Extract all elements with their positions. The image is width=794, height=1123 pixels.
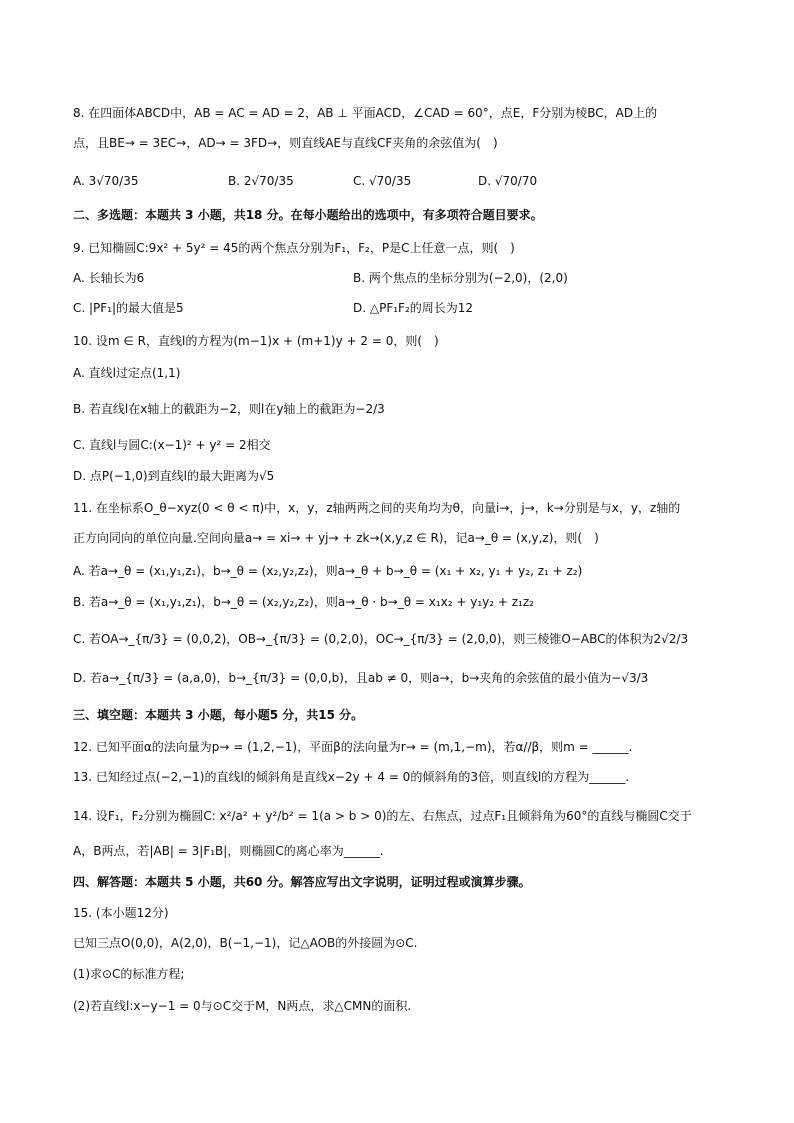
q15-part2: (2)若直线l:x−y−1 = 0与⊙C交于M，N两点，求△CMN的面积. xyxy=(73,999,412,1013)
q13-stem: 13. 已知经过点(−2,−1)的直线l的倾斜角是直线x−2y + 4 = 0的倾斜角的3倍，则直线l的方程为______. xyxy=(73,770,630,784)
q8-option-b: B. 2√70/35 xyxy=(228,174,294,188)
q8-option-d: D. √70/70 xyxy=(478,174,538,188)
q11-stem-line2: 正方向同向的单位向量.空间向量a→ = xi→ + yj→ + zk→(x,y,z ∈ R)，记a→_θ = (x,y,z)，则( ) xyxy=(73,531,599,545)
q9-option-c: C. |PF₁|的最大值是5 xyxy=(73,301,184,315)
q8-stem-line2: 点，且BE→ = 3EC→，AD→ = 3FD→，则直线AE与直线CF夹角的余弦值为( ) xyxy=(73,136,498,150)
q11-option-a: A. 若a→_θ = (x₁,y₁,z₁)，b→_θ = (x₂,y₂,z₂)，则a→_θ + b→_θ = (x₁ + x₂, y₁ + y₂, z₁ + z₂) xyxy=(73,564,583,578)
q11-stem-line1: 11. 在坐标系O_θ−xyz(0 < θ < π)中，x，y，z轴两两之间的夹角均为θ，向量i→，j→，k→分别是与x，y，z轴的 xyxy=(73,501,681,515)
q10-option-b: B. 若直线l在x轴上的截距为−2，则l在y轴上的截距为−2/3 xyxy=(73,402,385,416)
q14-stem-line2: A，B两点，若|AB| = 3|F₁B|，则椭圆C的离心率为______. xyxy=(73,844,384,858)
q9-stem: 9. 已知椭圆C:9x² + 5y² = 45的两个焦点分别为F₁，F₂，P是C上任意一点，则( ) xyxy=(73,241,515,255)
q15-part1: (1)求⊙C的标准方程; xyxy=(73,967,185,981)
section-multiple-choice-heading: 二、多选题：本题共 3 小题，共18 分。在每小题给出的选项中，有多项符合题目要求。 xyxy=(73,208,543,222)
q12-stem: 12. 已知平面α的法向量为p→ = (1,2,−1)，平面β的法向量为r→ = (m,1,−m)，若α//β，则m = ______. xyxy=(73,740,633,754)
q9-option-d: D. △PF₁F₂的周长为12 xyxy=(353,301,474,315)
q11-option-c: C. 若OA→_{π/3} = (0,0,2)，OB→_{π/3} = (0,2,0)，OC→_{π/3} = (2,0,0)，则三棱锥O−ABC的体积为2√2/3 xyxy=(73,632,689,646)
section-solution-heading: 四、解答题：本题共 5 小题，共60 分。解答应写出文字说明，证明过程或演算步骤。 xyxy=(73,875,531,889)
q10-option-a: A. 直线l过定点(1,1) xyxy=(73,366,181,380)
q9-option-b: B. 两个焦点的坐标分别为(−2,0)，(2,0) xyxy=(353,271,568,285)
q8-option-a: A. 3√70/35 xyxy=(73,174,139,188)
section-fill-in-heading: 三、填空题：本题共 3 小题，每小题5 分，共15 分。 xyxy=(73,708,364,722)
q8-stem-line1: 8. 在四面体ABCD中，AB = AC = AD = 2，AB ⊥ 平面ACD，∠CAD = 60°，点E，F分别为棱BC，AD上的 xyxy=(73,106,658,120)
q10-option-c: C. 直线l与圆C:(x−1)² + y² = 2相交 xyxy=(73,438,271,452)
q15-title: 15. (本小题12分) xyxy=(73,906,169,920)
q10-option-d: D. 点P(−1,0)到直线l的最大距离为√5 xyxy=(73,469,275,483)
q14-stem-line1: 14. 设F₁，F₂分别为椭圆C: x²/a² + y²/b² = 1(a > b > 0)的左、右焦点，过点F₁且倾斜角为60°的直线与椭圆C交于 xyxy=(73,809,692,823)
q9-option-a: A. 长轴长为6 xyxy=(73,271,145,285)
q10-stem: 10. 设m ∈ R，直线l的方程为(m−1)x + (m+1)y + 2 = 0，则( ) xyxy=(73,334,439,348)
q11-option-b: B. 若a→_θ = (x₁,y₁,z₁)，b→_θ = (x₂,y₂,z₂)，则a→_θ · b→_θ = x₁x₂ + y₁y₂ + z₁z₂ xyxy=(73,595,534,609)
q15-stem: 已知三点O(0,0)，A(2,0)，B(−1,−1)，记△AOB的外接圆为⊙C. xyxy=(73,936,418,950)
q11-option-d: D. 若a→_{π/3} = (a,a,0)，b→_{π/3} = (0,0,b)，且ab ≠ 0，则a→，b→夹角的余弦值的最小值为−√3/3 xyxy=(73,671,649,685)
q8-option-c: C. √70/35 xyxy=(353,174,412,188)
